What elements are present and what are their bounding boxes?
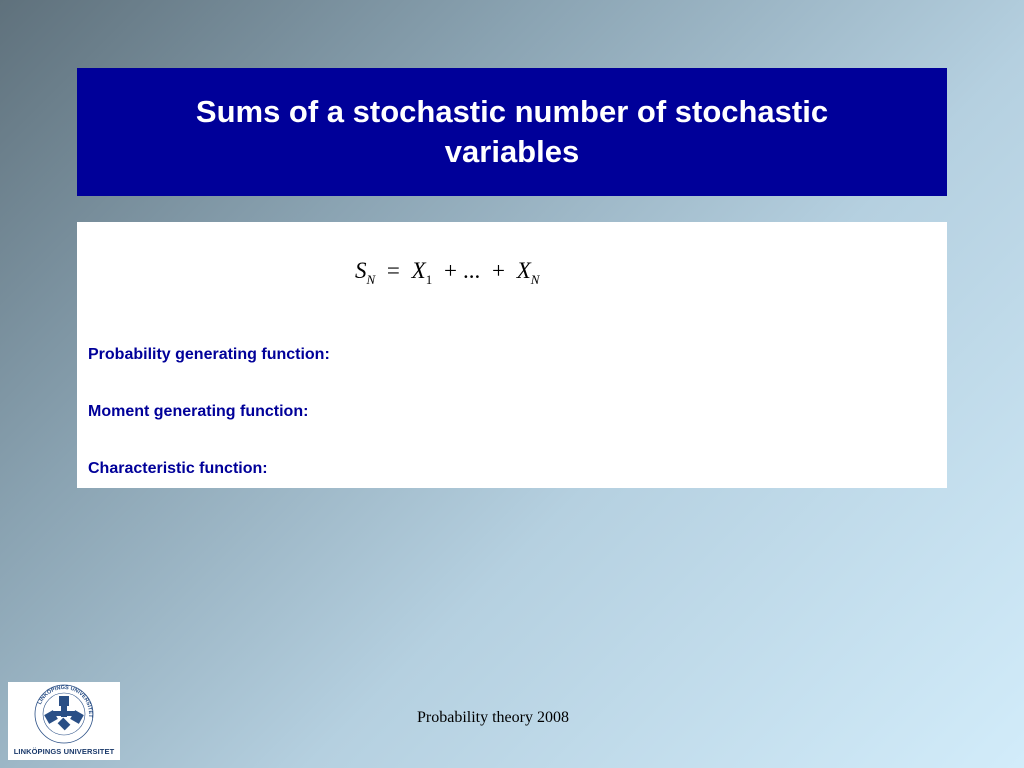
formula-lhs-sub: N bbox=[366, 272, 376, 287]
formula-plus-1: + bbox=[443, 258, 457, 283]
formula-term1-var: X bbox=[411, 258, 426, 283]
logo-ring-text: LINKÖPINGS UNIVERSITET bbox=[37, 684, 94, 718]
item-probability-generating-function: Probability generating function: bbox=[88, 346, 330, 363]
item-characteristic-function: Characteristic function: bbox=[88, 460, 268, 477]
formula-term1-sub: 1 bbox=[425, 272, 433, 287]
content-panel bbox=[77, 222, 947, 488]
formula-plus-2: + bbox=[491, 258, 505, 283]
formula-lhs-var: S bbox=[355, 258, 367, 283]
logo-text: LINKÖPINGS UNIVERSITET bbox=[13, 747, 115, 756]
university-logo bbox=[8, 682, 120, 760]
university-emblem-icon bbox=[8, 682, 120, 748]
footer-text: Probability theory 2008 bbox=[417, 709, 569, 726]
formula-term2-var: X bbox=[516, 258, 531, 283]
title-banner bbox=[77, 68, 947, 196]
sum-formula bbox=[355, 258, 540, 287]
formula-ellipsis: ... bbox=[462, 258, 481, 283]
formula-term2-sub: N bbox=[530, 272, 540, 287]
slide-title: Sums of a stochastic number of stochastic variables bbox=[195, 94, 829, 169]
formula-equals: = bbox=[386, 258, 400, 283]
item-moment-generating-function: Moment generating function: bbox=[88, 403, 309, 420]
